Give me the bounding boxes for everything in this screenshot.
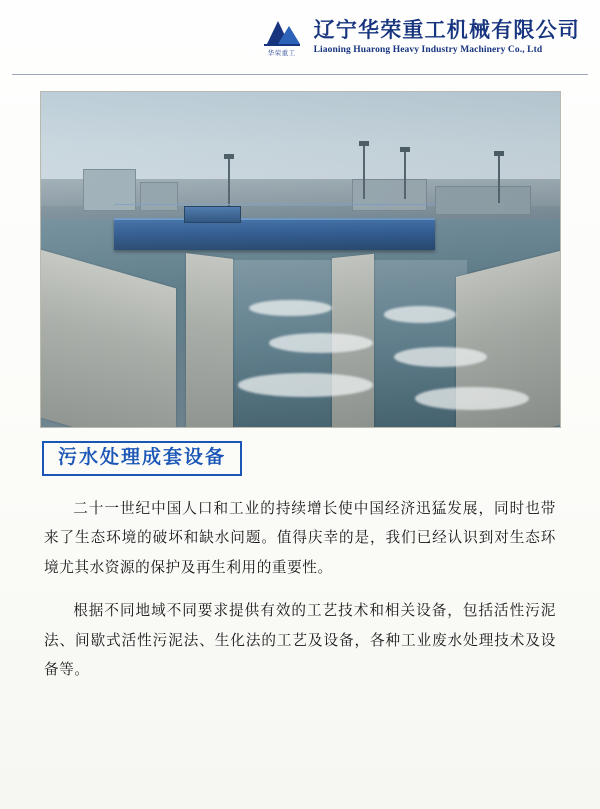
body-copy <box>44 494 556 699</box>
photo-bridge-cabin <box>184 206 241 224</box>
photo-light-pole <box>498 156 500 203</box>
header-divider <box>12 74 588 75</box>
photo-light-pole <box>228 159 230 206</box>
section-title-text: 污水处理成套设备 <box>58 446 227 468</box>
photo-light-pole <box>363 146 365 200</box>
photo-image <box>41 92 560 427</box>
company-logo-block <box>259 17 580 57</box>
photo-basin-wall <box>40 244 176 428</box>
company-name-en: Liaoning Huarong Heavy Industry Machinery Co., Ltd <box>313 45 543 56</box>
facility-photo <box>40 91 561 428</box>
photo-water-foam <box>415 387 529 410</box>
company-name-cn: 辽宁华荣重工机械有限公司 <box>313 17 580 42</box>
company-names <box>314 18 580 56</box>
logo-mark <box>259 17 305 57</box>
logo-caption: 华荣重工 <box>267 49 296 57</box>
mountain-triangle-logo-icon <box>261 17 303 47</box>
photo-basin-wall <box>186 253 233 428</box>
page-header <box>0 0 600 74</box>
paragraph: 根据不同地域不同要求提供有效的工艺技术和相关设备，包括活性污泥法、间歇式活性污泥法、生化法的工艺及设备，各种工业废水处理技术及设备等。 <box>44 602 556 679</box>
photo-building <box>435 186 530 215</box>
paragraph: 二十一世纪中国人口和工业的持续增长使中国经济迅猛发展，同时也带来了生态环境的破坏和缺水问题。值得庆幸的是，我们已经认识到对生态环境尤其水资源的保护及再生利用的重要性。 <box>44 500 556 576</box>
photo-light-pole <box>404 152 406 199</box>
photo-sludge-scraper-bridge <box>114 218 436 250</box>
photo-water-foam <box>238 373 373 396</box>
section-title-box <box>42 441 242 476</box>
photo-water-foam <box>394 347 487 367</box>
